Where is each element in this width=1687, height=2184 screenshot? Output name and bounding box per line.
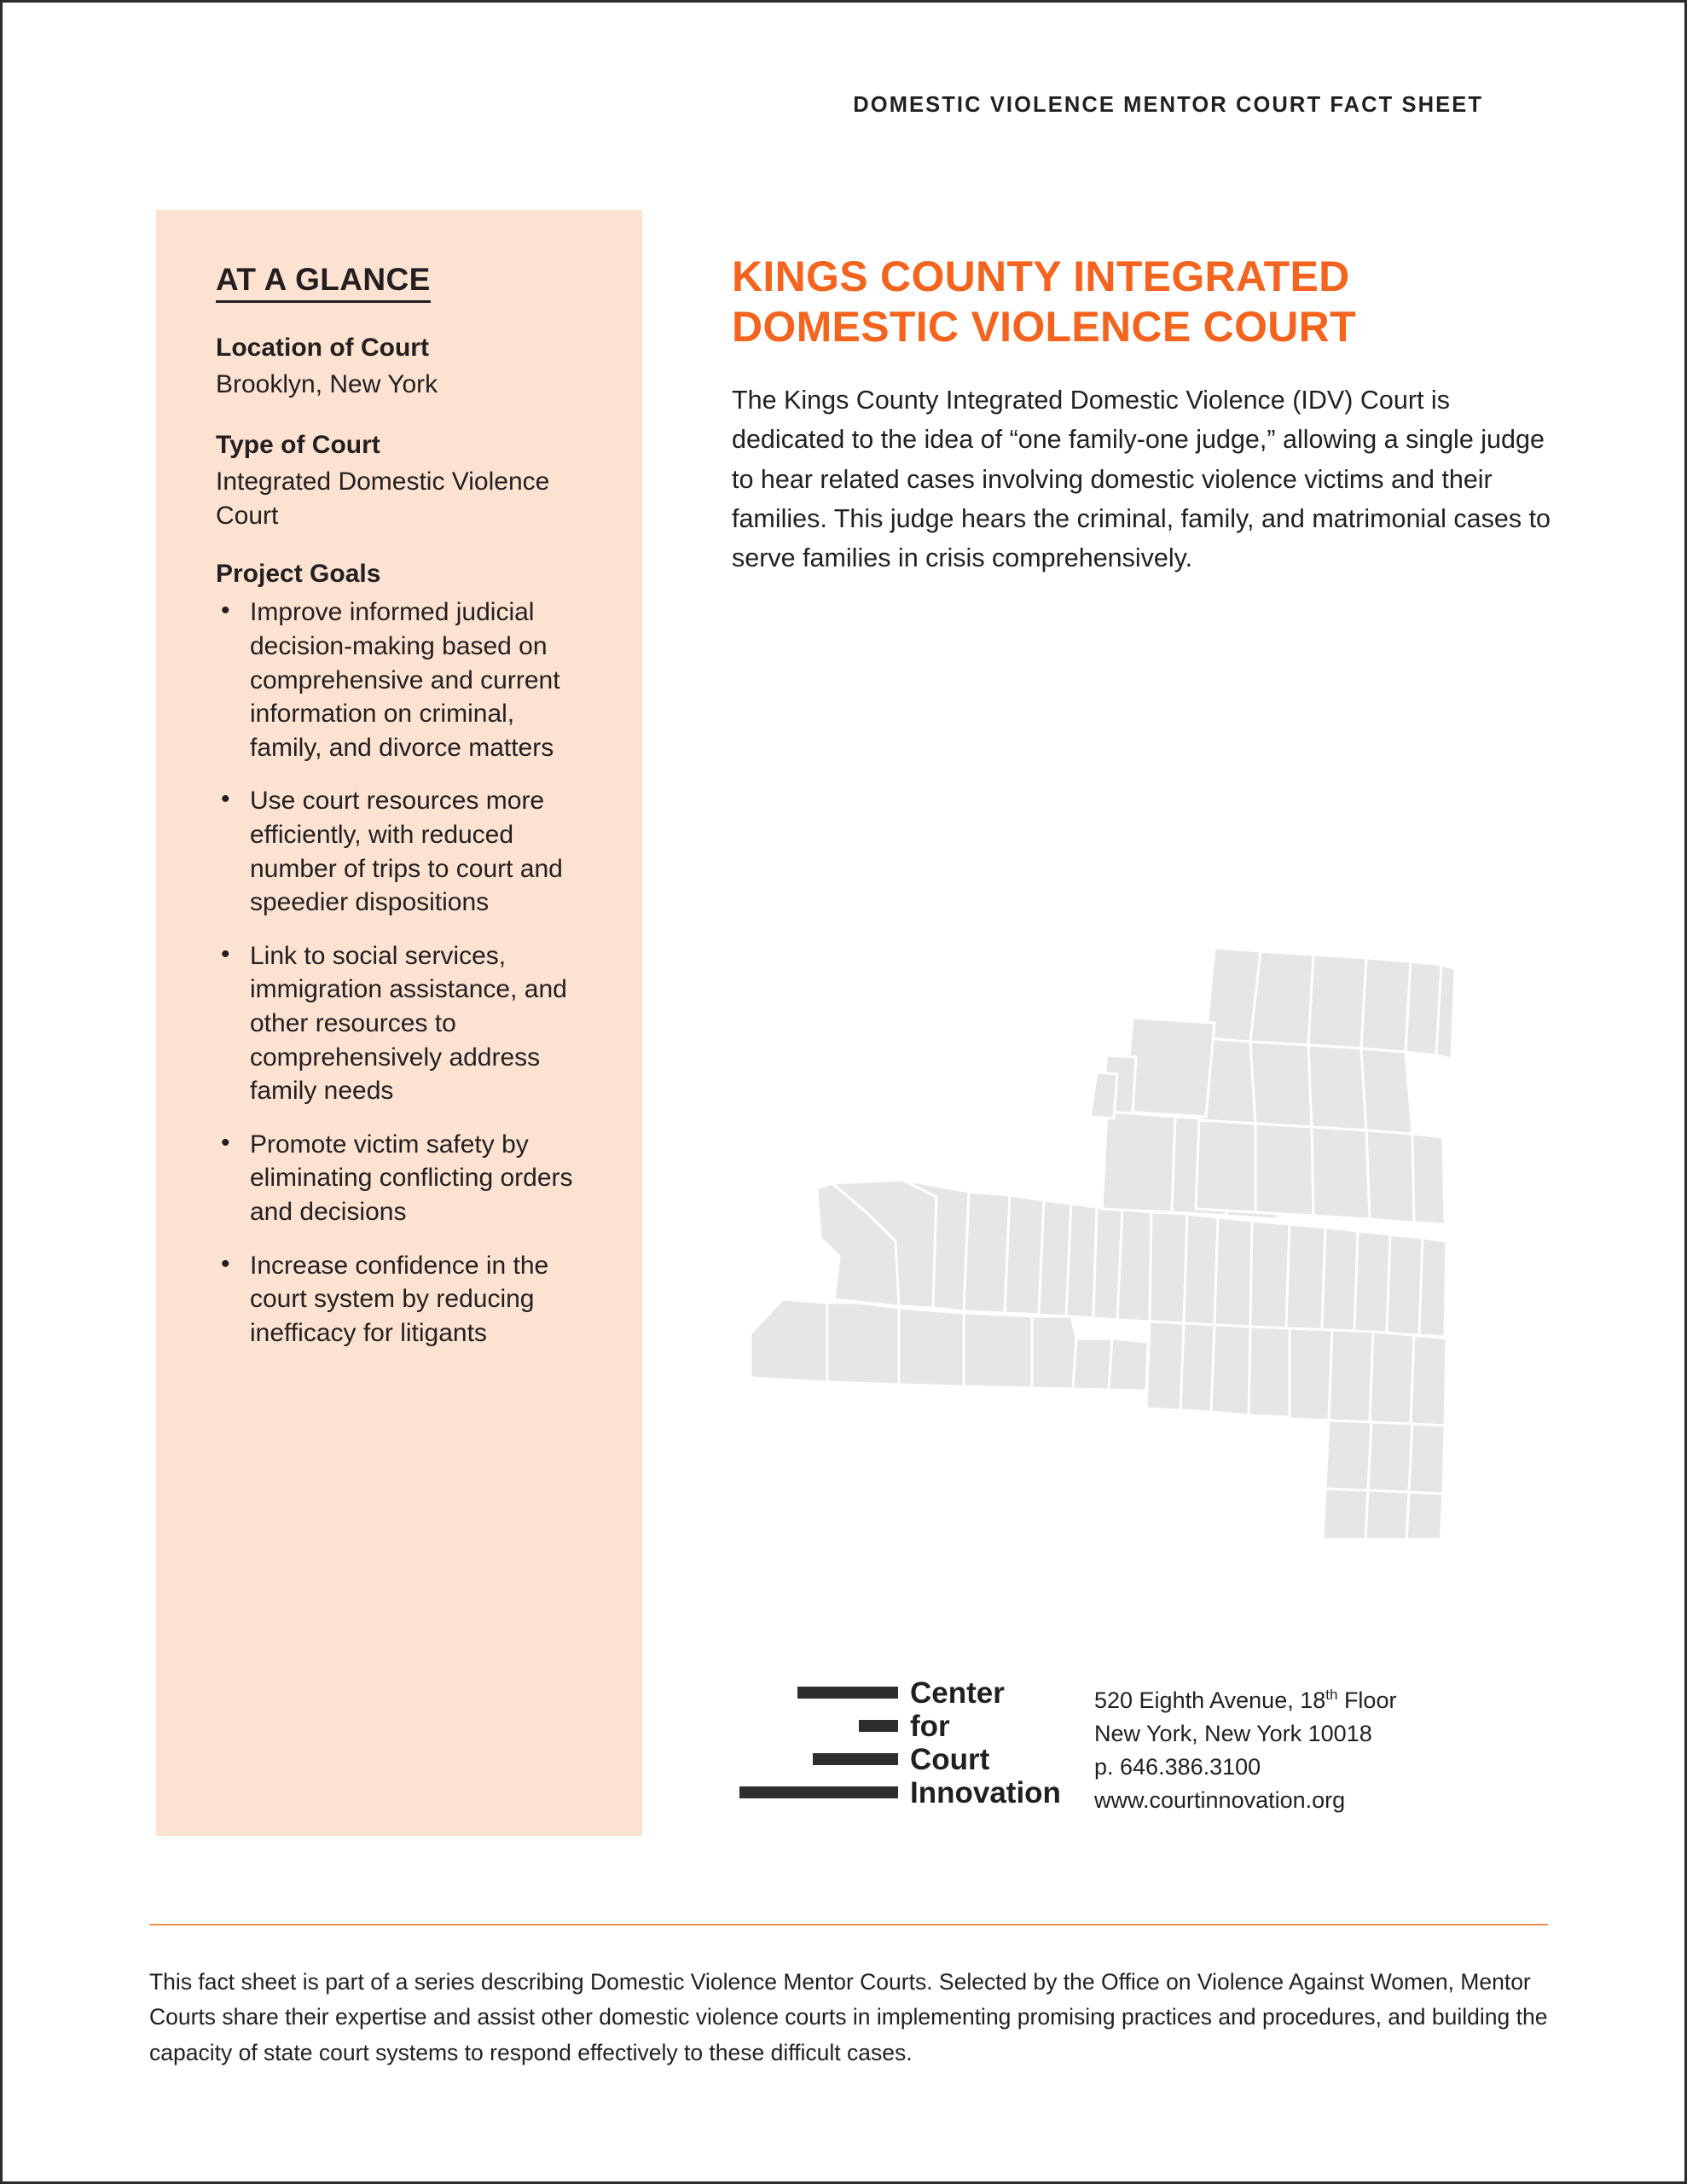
- footnote-section: [149, 1965, 1552, 2071]
- list-item: • Increase confidence in the court system by reducing inefficacy for litigants: [216, 1249, 589, 1350]
- list-item: • Use court resources more efficiently, with reduced number of trips to court and speedier dispositions: [216, 784, 589, 919]
- logo-bars-icon: [736, 1676, 898, 1798]
- list-item: • Improve informed judicial decision-making based on comprehensive and current information on criminal, family, and divorce matters: [216, 595, 589, 764]
- address-city: New York, New York 10018: [1094, 1721, 1372, 1746]
- ordinal-suffix: th: [1325, 1687, 1338, 1703]
- logo-line-3: Court: [910, 1743, 990, 1776]
- new-york-state-map: [732, 856, 1551, 1538]
- horizontal-divider: [149, 1924, 1548, 1926]
- address-street: 520 Eighth Avenue, 18th Floor: [1094, 1687, 1397, 1713]
- footnote-text: This fact sheet is part of a series describing Domestic Violence Mentor Courts. Selected by the Office on Violence Against Women, Mentor Courts share their expertise and assist other domestic violence courts in implementing promising practices and procedures, and building the capacity of state court systems to respond effectively to these difficult cases.: [149, 1969, 1548, 2065]
- organization-footer: [736, 1676, 1504, 1817]
- project-goals-list: [216, 595, 589, 1350]
- at-a-glance-heading: AT A GLANCE: [216, 264, 431, 303]
- court-type-value: Integrated Domestic Violence Court: [216, 468, 550, 530]
- project-goals-label: Project Goals: [216, 560, 381, 589]
- page-title: KINGS COUNTY INTEGRATED DOMESTIC VIOLENCE COURT: [732, 253, 1356, 351]
- main-content: [732, 252, 1551, 578]
- map-svg: [732, 856, 1551, 1538]
- intro-paragraph: The Kings County Integrated Domestic Violence (IDV) Court is dedicated to the idea of “one family-one judge,” allowing a single judge to hear related cases involving domestic violence victims and their families. This judge hears the criminal, family, and matrimonial cases to serve families in crisis comprehensively.: [732, 386, 1551, 573]
- phone-number: p. 646.386.3100: [1094, 1754, 1261, 1780]
- court-type-label: Type of Court: [216, 430, 380, 459]
- location-value: Brooklyn, New York: [216, 370, 438, 399]
- contact-address: [1094, 1676, 1396, 1817]
- document-header: DOMESTIC VIOLENCE MENTOR COURT FACT SHEET: [853, 93, 1483, 117]
- at-a-glance-panel: [156, 210, 642, 1836]
- list-item: • Link to social services, immigration assistance, and other resources to comprehensively address family needs: [216, 939, 589, 1108]
- logo-wordmark: [910, 1676, 1061, 1809]
- logo-line-4: Innovation: [910, 1776, 1061, 1809]
- list-item: • Promote victim safety by eliminating conflicting orders and decisions: [216, 1128, 589, 1229]
- center-for-court-innovation-logo: [736, 1676, 1077, 1809]
- website-url[interactable]: www.courtinnovation.org: [1094, 1787, 1346, 1813]
- logo-line-2: for: [910, 1710, 950, 1743]
- logo-line-1: Center: [910, 1676, 1005, 1710]
- map-counties: [751, 948, 1540, 1538]
- location-label: Location of Court: [216, 333, 429, 362]
